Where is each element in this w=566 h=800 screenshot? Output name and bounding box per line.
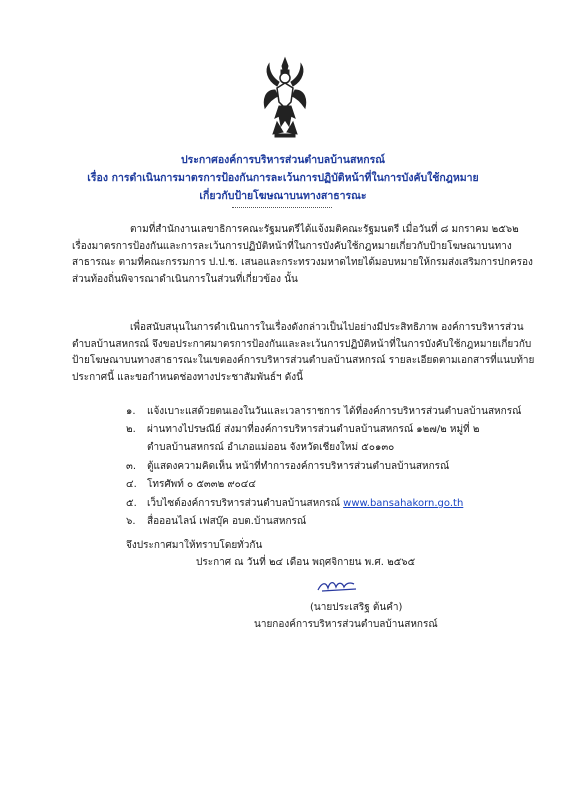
paragraph-1-line-2: เรื่องมาตรการป้องกันและการละเว้นการปฏิบัติหน้าที่ในการบังคับใช้กฎหมายเกี่ยวกับป้ายโฆษณาบนทาง xyxy=(72,240,512,252)
signer-title: นายกองค์การบริหารส่วนตำบลบ้านสหกรณ์ xyxy=(254,619,438,630)
list-item: ๕. เว็บไซต์องค์การบริหารส่วนตำบลบ้านสหกรณ์ www.bansahakorn.go.th xyxy=(126,498,464,509)
list-item: ๖. สื่อออนไลน์ เฟสบุ๊ค อบต.บ้านสหกรณ์ xyxy=(126,516,307,527)
paragraph-1 xyxy=(72,222,533,288)
website-link[interactable]: www.bansahakorn.go.th xyxy=(343,498,464,509)
signature-image xyxy=(316,578,360,594)
title-divider xyxy=(232,207,332,208)
subject-line: เรื่อง การดำเนินการมาตรการป้องกันการละเว้นการปฏิบัติหน้าที่ในการบังคับใช้กฎหมาย xyxy=(87,172,479,184)
paragraph-2 xyxy=(72,320,535,386)
paragraph-2-line-4: ประกาศนี้ และขอกำหนดช่องทางประชาสัมพันธ์ฯ ดังนี้ xyxy=(72,371,303,383)
paragraph-2-line-2: ตำบลบ้านสหกรณ์ จึงขอประกาศมาตรการป้องกันและละเว้นการปฏิบัติหน้าที่ในการบังคับใช้กฎหมายเกี่ยวกับ xyxy=(72,338,532,350)
subject-line-continued: เกี่ยวกับป้ายโฆษณาบนทางสาธารณะ xyxy=(199,190,367,202)
paragraph-2-line-1: เพื่อสนับสนุนในการดำเนินการในเรื่องดังกล่าวเป็นไปอย่างมีประสิทธิภาพ องค์การบริหารส่วน xyxy=(130,322,524,333)
paragraph-1-line-3: สาธารณะ ตามที่คณะกรรมการ ป.ป.ช. เสนอและกระทรวงมหาดไทยได้มอบหมายให้กรมส่งเสริมการปกครอง xyxy=(72,257,533,269)
announcement-title: ประกาศองค์การบริหารส่วนตำบลบ้านสหกรณ์ xyxy=(180,154,386,166)
signer-name: (นายประเสริฐ ต้นคำ) xyxy=(310,602,403,613)
paragraph-1-line-1: ตามที่สำนักงานเลขาธิการคณะรัฐมนตรีได้แจ้งมติคณะรัฐมนตรี เมื่อวันที่ ๘ มกราคม ๒๕๖๒ xyxy=(130,224,519,235)
list-item: ๓. ตู้แสดงความคิดเห็น หน้าที่ทำการองค์การบริหารส่วนตำบลบ้านสหกรณ์ xyxy=(126,461,450,472)
date-line: ประกาศ ณ วันที่ ๒๔ เดือน พฤศจิกายน พ.ศ. ๒๕๖๕ xyxy=(196,557,416,568)
list-item: ๒. ผ่านทางไปรษณีย์ ส่งมาที่องค์การบริหารส่วนตำบลบ้านสหกรณ์ ๑๒๗/๒ หมู่ที่ ๒ xyxy=(126,424,480,435)
list-item: ๑. แจ้งเบาะแสด้วยตนเองในวันและเวลาราชการ ได้ที่องค์การบริหารส่วนตำบลบ้านสหกรณ์ xyxy=(126,406,522,417)
paragraph-1-line-4: ส่วนท้องถิ่นพิจารณาดำเนินการในส่วนที่เกี่ยวข้อง นั้น xyxy=(72,273,298,285)
paragraph-2-line-3: ป้ายโฆษณาบนทางสาธารณะในเขตองค์การบริหารส่วนตำบลบ้านสหกรณ์ รายละเอียดตามเอกสารที่แนบท้าย xyxy=(72,355,535,367)
list-item-continued: ตำบลบ้านสหกรณ์ อำเภอแม่ออน จังหวัดเชียงใหม่ ๕๐๑๓๐ xyxy=(147,442,395,453)
garuda-emblem-icon xyxy=(263,56,307,140)
closing-statement: จึงประกาศมาให้ทราบโดยทั่วกัน xyxy=(126,540,263,551)
list-item: ๔. โทรศัพท์ ๐ ๕๓๓๒ ๙๐๔๔ xyxy=(126,479,256,490)
